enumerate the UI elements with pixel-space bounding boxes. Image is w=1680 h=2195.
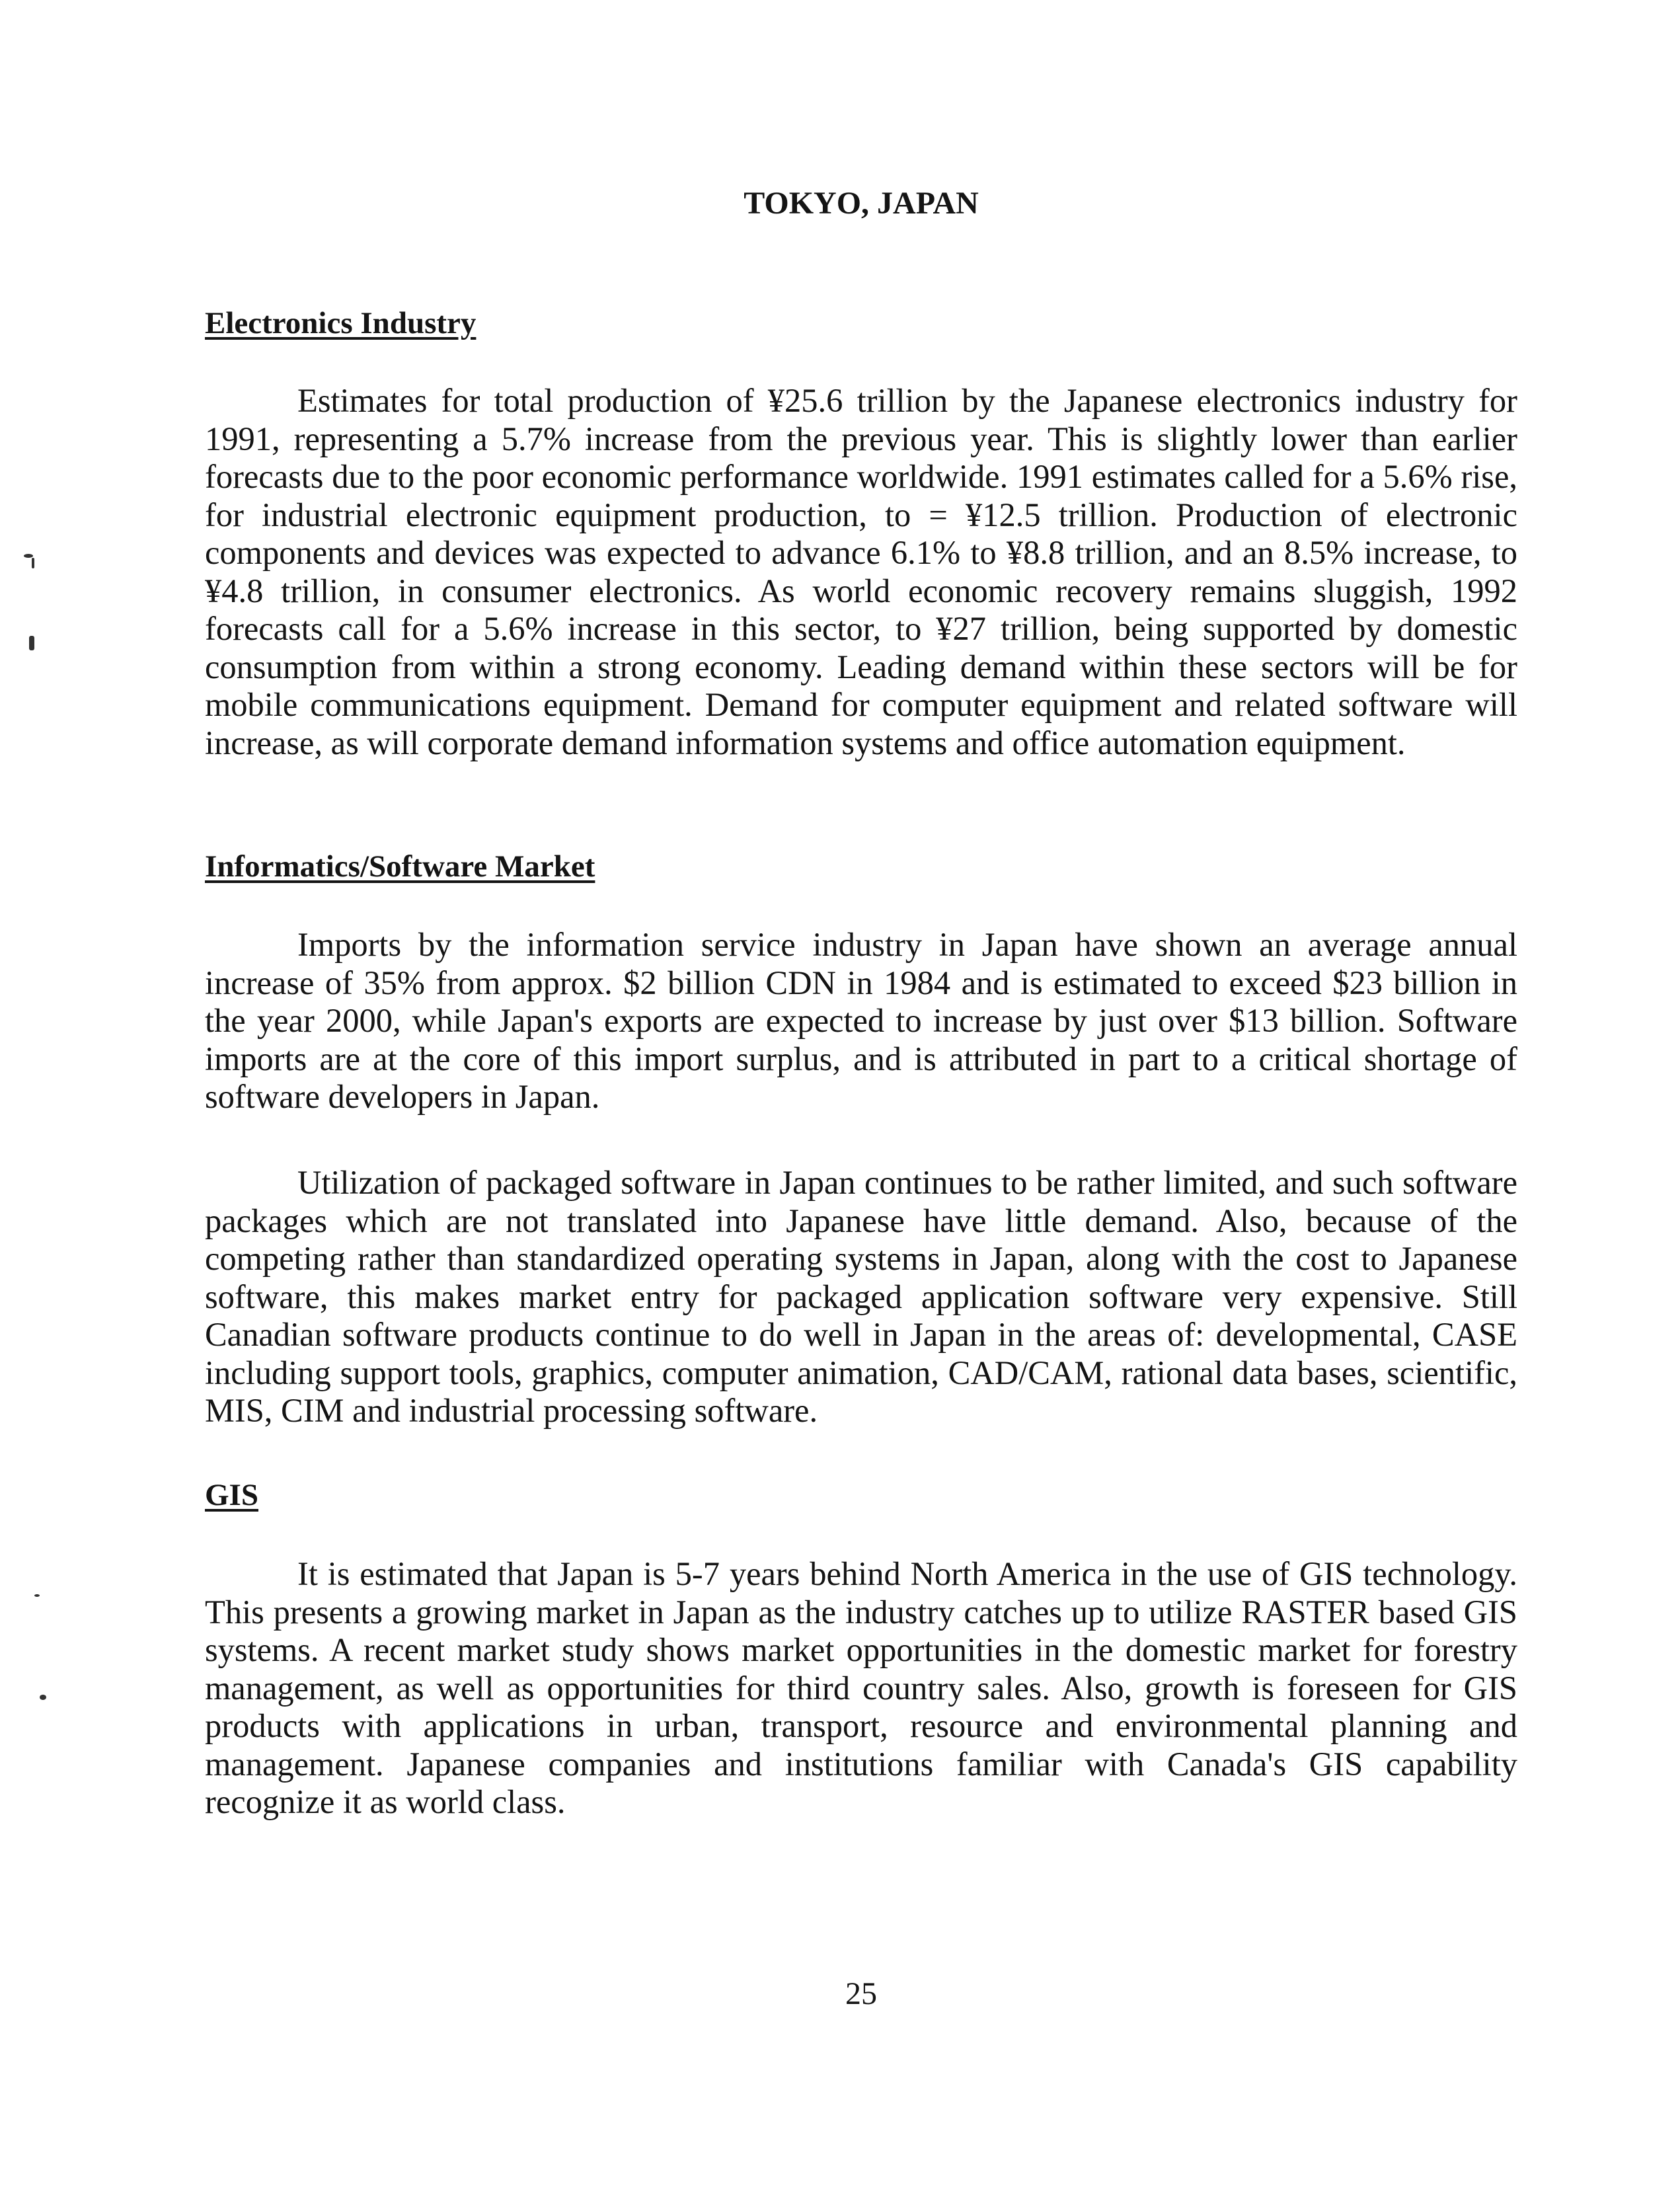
- section-heading-gis: GIS: [205, 1478, 258, 1512]
- scan-speck: [24, 554, 33, 558]
- paragraph-software-1: Imports by the information service industry in Japan have shown an average annual increase of 35% from approx. $2 billion CDN in 1984 and is estimated to exceed $23 billion in the year 2000, while Japan's exports are expected to increase by just over $13 billion. Software imports are at the core of this import surplus, and is attributed in part to a critical shortage of software developers in Japan.: [205, 926, 1517, 1115]
- page-title: TOKYO, JAPAN: [744, 186, 979, 221]
- paragraph-gis-1: It is estimated that Japan is 5-7 years behind North America in the use of GIS technology. This presents a growing market in Japan as the industry catches up to utilize RASTER based GIS systems. A recent market study shows market opportunities in the domestic market for forestry management, as well as opportunities for third country sales. Also, growth is foreseen for GIS products with applications in urban, transport, resource and environmental planning and management. Japanese companies and institutions familiar with Canada's GIS capability recognize it as world class.: [205, 1555, 1517, 1820]
- section-heading-software: Informatics/Software Market: [205, 849, 595, 884]
- scan-speck: [32, 558, 34, 568]
- paragraph-software-2: Utilization of packaged software in Japan continues to be rather limited, and such software packages which are not translated into Japanese have little demand. Also, because of the competing rather than standardized operating systems in Japan, along with the cost to Japanese software, this makes market entry for packaged application software very expensive. Still Canadian software products continue to do well in Japan in the areas of: developmental, CASE including support tools, graphics, computer animation, CAD/CAM, rational data bases, scientific, MIS, CIM and industrial processing software.: [205, 1164, 1517, 1429]
- section-heading-electronics: Electronics Industry: [205, 306, 477, 340]
- document-page: [205, 0, 1517, 2195]
- scan-speck: [34, 1594, 40, 1597]
- page-number: 25: [845, 1976, 877, 2011]
- scan-speck: [29, 636, 34, 650]
- paragraph-electronics-1: Estimates for total production of ¥25.6 trillion by the Japanese electronics industry for 1991, representing a 5.7% increase from the previous year. This is slightly lower than earlier forecasts due to the poor economic performance worldwide. 1991 estimates called for a 5.6% rise, for industrial electronic equipment production, to = ¥12.5 trillion. Production of electronic components and devices was expected to advance 6.1% to ¥8.8 trillion, and an 8.5% increase, to ¥4.8 trillion, in consumer electronics. As world economic recovery remains sluggish, 1992 forecasts call for a 5.6% increase in this sector, to ¥27 trillion, being supported by domestic consumption from within a strong economy. Leading demand within these sectors will be for mobile communications equipment. Demand for computer equipment and related software will increase, as will corporate demand information systems and office automation equipment.: [205, 382, 1517, 761]
- scan-speck: [40, 1695, 46, 1700]
